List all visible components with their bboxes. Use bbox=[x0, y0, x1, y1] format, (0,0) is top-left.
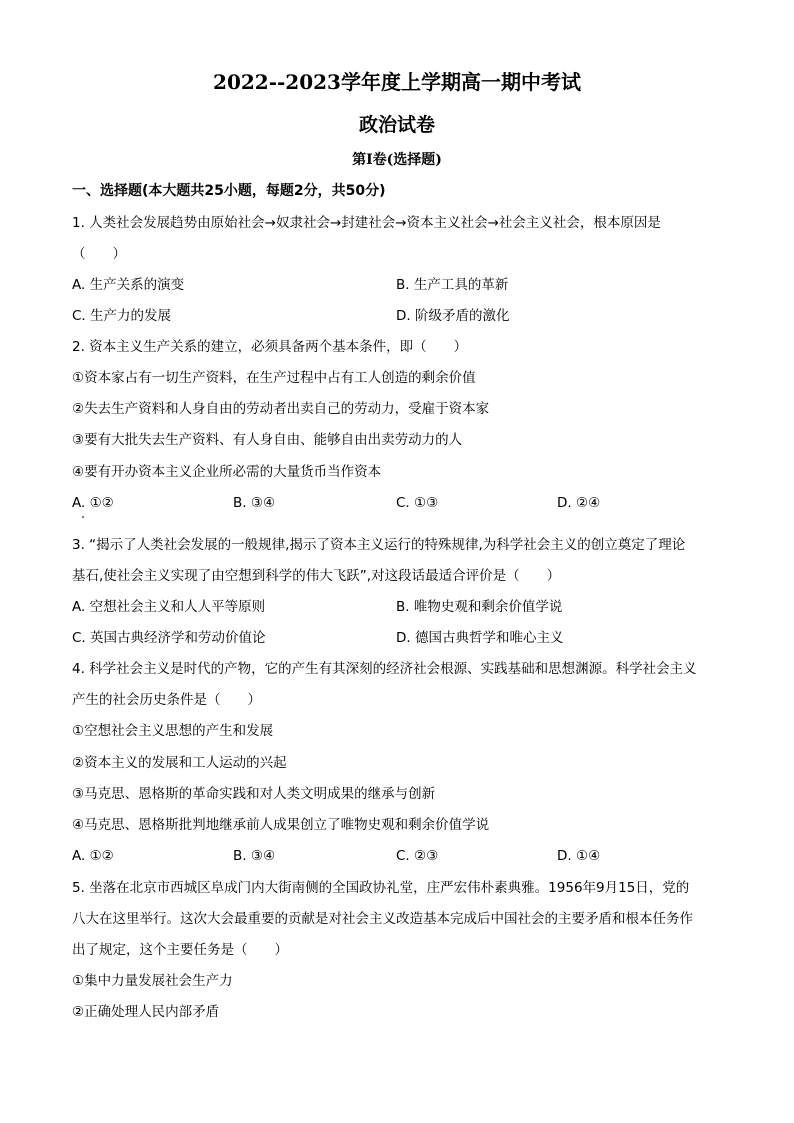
question-2-statement-2: ②失去生产资料和人身自由的劳动者出卖自己的劳动力，受雇于资本家 bbox=[72, 401, 490, 417]
question-3-stem-line-2: 基石,使社会主义实现了由空想到科学的伟大飞跃”,对这段话最适合评价是（ ） bbox=[72, 568, 561, 584]
question-2-option-b: B. ③④ bbox=[233, 495, 276, 511]
question-4-option-a: A. ①② bbox=[72, 848, 114, 864]
question-3-option-a: A. 空想社会主义和人人平等原则 bbox=[72, 599, 266, 615]
question-4-stem-line-1: 4. 科学社会主义是时代的产物，它的产生有其深刻的经济社会根源、实践基础和思想渊源。科学社会主义 bbox=[72, 661, 697, 677]
stray-dot bbox=[82, 516, 84, 518]
exam-title: 2022--2023学年度上学期高一期中考试 bbox=[213, 70, 581, 94]
question-4-stem-line-2: 产生的社会历史条件是（ ） bbox=[72, 692, 261, 708]
question-4-option-b: B. ③④ bbox=[233, 848, 276, 864]
question-2-option-d: D. ②④ bbox=[557, 495, 601, 511]
question-1-stem-line-2: （ ） bbox=[72, 246, 126, 262]
question-4-option-c: C. ②③ bbox=[396, 848, 439, 864]
question-1-stem-line-1: 1. 人类社会发展趋势由原始社会→奴隶社会→封建社会→资本主义社会→社会主义社会，根本原因是 bbox=[72, 215, 661, 231]
question-3-option-d: D. 德国古典哲学和唯心主义 bbox=[396, 630, 564, 646]
question-2-statement-4: ④要有开办资本主义企业所必需的大量货币当作资本 bbox=[72, 464, 382, 480]
part-title: 第Ⅰ卷(选择题) bbox=[352, 152, 442, 168]
question-1-option-c: C. 生产力的发展 bbox=[72, 308, 172, 324]
question-3-option-b: B. 唯物史观和剩余价值学说 bbox=[396, 599, 563, 615]
question-4-statement-4: ④马克思、恩格斯批判地继承前人成果创立了唯物史观和剩余价值学说 bbox=[72, 817, 490, 833]
question-2-option-c: C. ①③ bbox=[396, 495, 439, 511]
question-2-statement-1: ①资本家占有一切生产资料，在生产过程中占有工人创造的剩余价值 bbox=[72, 370, 476, 386]
question-1-option-b: B. 生产工具的革新 bbox=[396, 277, 509, 293]
question-2-option-a: A. ①② bbox=[72, 495, 114, 511]
question-5-stem-line-3: 出了规定，这个主要任务是（ ） bbox=[72, 942, 288, 958]
question-4-statement-1: ①空想社会主义思想的产生和发展 bbox=[72, 723, 274, 739]
question-5-statement-1: ①集中力量发展社会生产力 bbox=[72, 973, 233, 989]
question-4-statement-2: ②资本主义的发展和工人运动的兴起 bbox=[72, 755, 287, 771]
question-1-option-a: A. 生产关系的演变 bbox=[72, 277, 185, 293]
question-5-statement-2: ②正确处理人民内部矛盾 bbox=[72, 1004, 220, 1020]
question-1-option-d: D. 阶级矛盾的激化 bbox=[396, 308, 510, 324]
section-heading: 一、选择题(本大题共25小题，每题2分，共50分) bbox=[72, 183, 386, 199]
question-4-statement-3: ③马克思、恩格斯的革命实践和对人类文明成果的继承与创新 bbox=[72, 786, 436, 802]
subject-title: 政治试卷 bbox=[358, 114, 435, 136]
question-3-stem-line-1: 3. “揭示了人类社会发展的一般规律,揭示了资本主义运行的特殊规律,为科学社会主义的创立奠定了理论 bbox=[72, 537, 686, 553]
question-5-stem-line-2: 八大在这里举行。这次大会最重要的贡献是对社会主义改造基本完成后中国社会的主要矛盾和根本任务作 bbox=[72, 911, 693, 927]
question-5-stem-line-1: 5. 坐落在北京市西城区阜成门内大街南侧的全国政协礼堂，庄严宏伟朴素典雅。1956年9月15日，党的 bbox=[72, 880, 690, 896]
question-3-option-c: C. 英国古典经济学和劳动价值论 bbox=[72, 630, 266, 646]
question-2-stem: 2. 资本主义生产关系的建立，必须具备两个基本条件，即（ ） bbox=[72, 339, 468, 355]
question-2-statement-3: ③要有大批失去生产资料、有人身自由、能够自由出卖劳动力的人 bbox=[72, 432, 463, 448]
question-4-option-d: D. ①④ bbox=[557, 848, 601, 864]
